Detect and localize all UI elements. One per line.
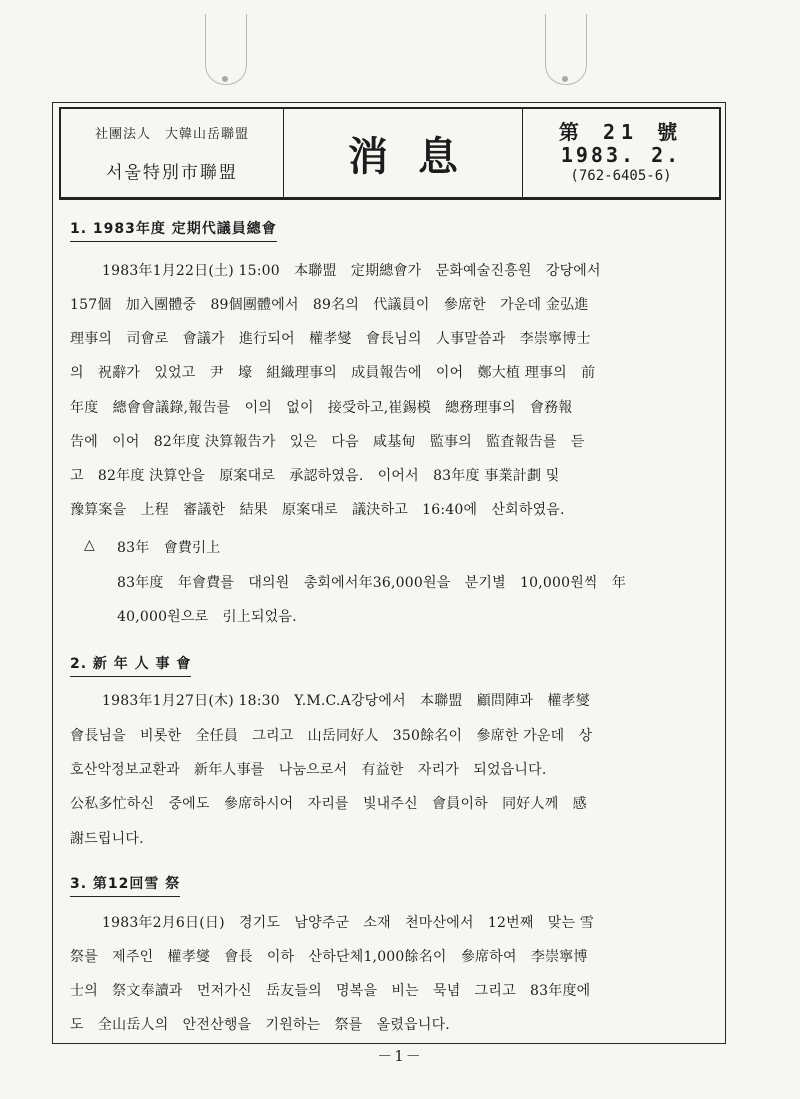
phone-number: (762-6405-6) [570,168,672,184]
binder-ring-right [545,14,587,85]
section-1-line: 豫算案을 上程 審議한 結果 原案대로 議決하고 16:40에 산회하였음. [70,502,565,518]
section-1-line: 1983年1月22日(土) 15:00 本聯盟 定期總會가 문화예술진흥원 강당에서 [102,263,601,279]
binder-marks [0,14,800,94]
section-1-line: 의 祝辭가 있었고 尹 壕 組織理事의 成員報告에 이어 鄭大植 理事의 前 [70,365,596,381]
section-1-line: 157個 加入團體중 89個團體에서 89名의 代議員이 參席한 가운데 金弘進 [70,297,589,313]
section-2-line: 公私多忙하신 중에도 參席하시어 자리를 빛내주신 會員이하 同好人께 感 [70,796,587,812]
note-title: 83年 會費引上 [117,540,221,556]
section-1-line: 理事의 司會로 會議가 進行되어 權孝燮 會長님의 人事말씀과 李崇寧博士 [70,331,591,347]
section-3-line: 도 全山岳人의 안전산행을 기원하는 祭를 올렸읍니다. [70,1017,450,1033]
section-3-line: 1983年2月6日(日) 경기도 남양주군 소재 천마산에서 12번째 맞는 雪 [102,915,595,931]
page-number: －1－ [377,1047,423,1065]
section-1-line: 年度 總會會議錄,報告를 이의 없이 接受하고,崔錫模 總務理事의 會務報 [70,400,573,416]
organization-branch: 서울特別市聯盟 [106,163,238,183]
organization-name: 社團法人 大韓山岳聯盟 [94,127,249,142]
issue-date: 1983. 2. [560,143,682,167]
section-2-line: 1983年1月27日(木) 18:30 Y.M.C.A강당에서 本聯盟 顧問陣과 權孝燮 [102,693,590,709]
binder-hole-left [222,76,228,82]
note-line: 40,000원으로 引上되었음. [117,609,297,625]
section-1-line: 告에 이어 82年度 決算報告가 있은 다음 咸基甸 監事의 監査報告를 듣 [70,434,585,450]
section-2-line: 호산악정보교환과 新年人事를 나눔으로서 有益한 자리가 되었읍니다. [70,762,547,778]
masthead-issue-box [523,109,719,197]
newsletter-title: 消息 [348,133,488,180]
section-heading-1: 1. 1983年度 定期代議員總會 [70,218,277,242]
masthead-title-box [284,109,523,197]
section-heading-3: 3. 第12回雪 祭 [70,873,180,897]
section-1-line: 고 82年度 決算안을 原案대로 承認하였음. 이어서 83年度 事業計劃 및 [70,468,560,484]
section-2-line: 會長님을 비롯한 全任員 그리고 山岳同好人 350餘名이 參席한 가운데 상 [70,728,593,744]
masthead [59,107,721,200]
binder-hole-right [562,76,568,82]
masthead-organization [61,109,284,197]
binder-ring-left [205,14,247,85]
section-heading-2: 2. 新 年 人 事 會 [70,653,191,677]
section-3-line: 士의 祭文奉讀과 먼저가신 岳友들의 명복을 비는 묵념 그리고 83年度에 [70,983,591,999]
section-2-line: 謝드립니다. [70,831,144,847]
section-3-line: 祭를 제주인 權孝燮 會長 이하 산하단체1,000餘名이 參席하여 李崇寧博 [70,949,588,965]
triangle-icon: △ [84,537,95,553]
issue-number: 第 21 號 [558,120,684,144]
note-line: 83年度 年會費를 대의원 총회에서年36,000원을 분기별 10,000원씩 年 [117,575,627,591]
